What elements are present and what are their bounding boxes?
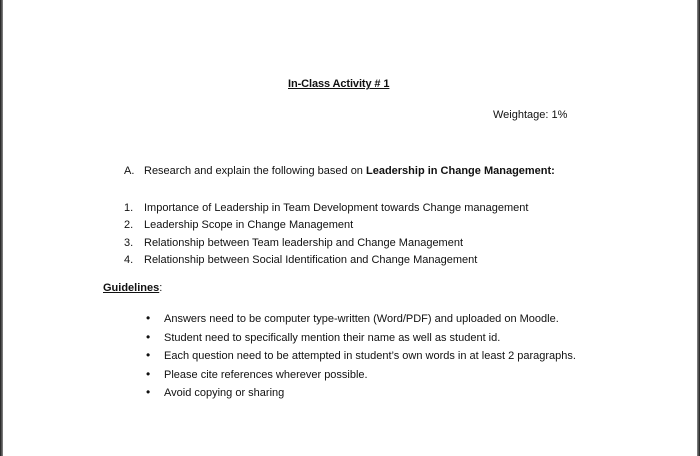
list-item-text: Relationship between Social Identification and Change Management [144,253,478,266]
guidelines-list [146,309,576,402]
section-a-instruction [124,165,555,177]
guidelines-label: Guidelines [103,282,160,294]
list-item [124,200,528,217]
guidelines-heading [103,282,162,294]
bullet-icon: • [146,348,151,362]
list-item-text: Leadership Scope in Change Management [144,219,354,232]
list-item [146,328,576,347]
list-item [124,217,528,234]
question-list [124,200,528,269]
bullet-icon: • [146,385,151,399]
list-item-number: 2. [124,219,134,232]
bullet-icon: • [146,366,151,381]
guideline-text: Answers need to be computer type-written (Word/PDF) and uploaded on Moodle. [164,313,559,325]
section-a-marker: A. [124,165,135,177]
bullet-icon: • [146,311,151,325]
list-item-number: 1. [124,202,134,214]
list-item [146,383,576,402]
guideline-text: Student need to specifically mention their name as well as student id. [164,331,501,344]
section-a-text: Research and explain the following based on [144,165,366,177]
list-item [146,346,576,365]
list-item-text: Importance of Leadership in Team Development towards Change management [144,202,529,214]
guidelines-colon: : [159,282,163,294]
guideline-text: Each question need to be attempted in student’s own words in at least 2 paragraphs. [164,350,576,362]
weightage-text: Weightage: 1% [493,109,568,121]
bullet-icon: • [146,329,151,344]
list-item-number: 4. [124,253,134,266]
list-item-text: Relationship between Team leadership and Change Management [144,236,464,249]
section-a-topic: Leadership in Change Management: [365,165,555,177]
list-item [146,309,576,328]
list-item [124,235,528,252]
list-item [124,252,528,269]
list-item [146,365,576,384]
guideline-text: Avoid copying or sharing [164,387,285,399]
list-item-number: 3. [124,236,134,249]
guideline-text: Please cite references wherever possible. [164,368,368,381]
page-title: In-Class Activity # 1 [288,78,390,90]
document-page [3,0,697,456]
